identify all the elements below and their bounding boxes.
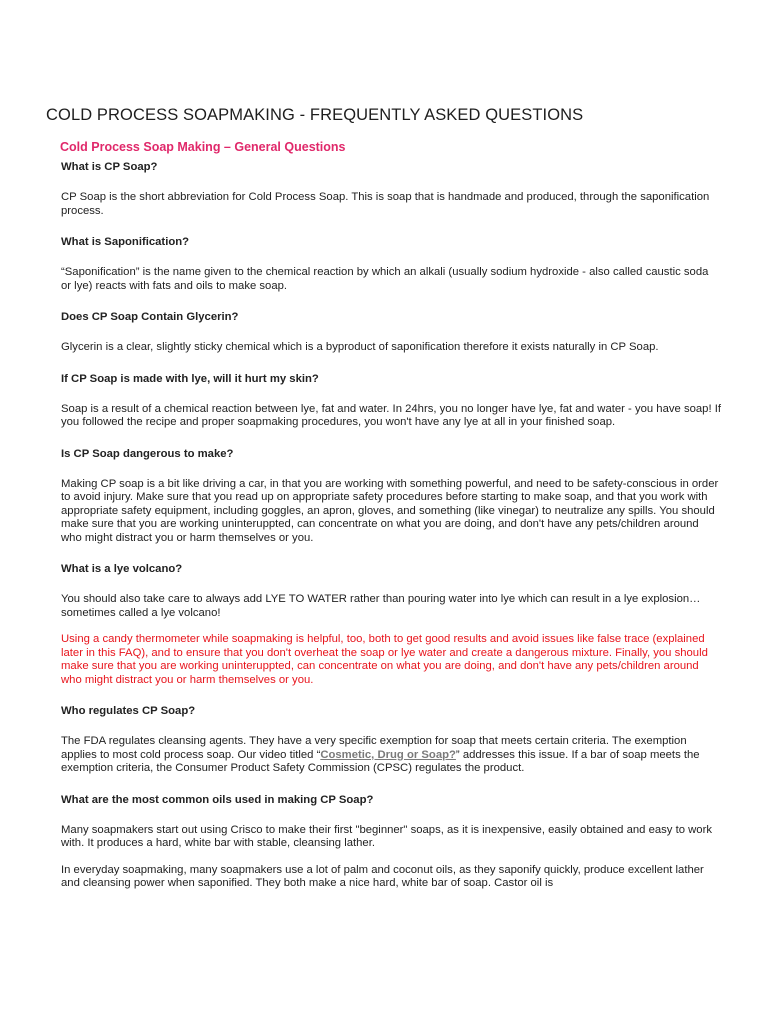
document-title: COLD PROCESS SOAPMAKING - FREQUENTLY ASKED QUESTIONS bbox=[46, 106, 584, 124]
video-link[interactable]: Cosmetic, Drug or Soap? bbox=[320, 748, 456, 761]
faq-answer: You should also take care to always add LYE TO WATER rather than pouring water into lye which can result in a lye explosion…sometimes called a lye volcano! bbox=[61, 593, 701, 619]
faq-question: What is Saponification? bbox=[61, 236, 190, 248]
faq-question: What is a lye volcano? bbox=[61, 563, 183, 575]
faq-content bbox=[61, 160, 721, 891]
faq-question: What is CP Soap? bbox=[61, 161, 158, 173]
faq-answer bbox=[61, 735, 721, 776]
faq-safety-note: Using a candy thermometer while soapmaking is helpful, too, both to get good results and avoid issues like false trace (explained later in this FAQ), and to ensure that you don't overheat the soap or lye water and create a dangerous mixture. Finally, you should make sure that you are working uninteruppted, can concentrate on what you are doing, and don't have any pets/children around who might distract you or harm themselves or you. bbox=[61, 633, 708, 686]
faq-answer: Making CP soap is a bit like driving a car, in that you are working with something powerful, and need to be safety-conscious in order to avoid injury. Make sure that you read up on appropriate safety procedures before starting to make soap, and that you work with appropriate safety equipment, including goggles, an apron, gloves, and something (like vinegar) to neutralize any spills. You should make sure that you are working uninteruppted, can concentrate on what you are doing, and don't have any pets/children around who might distract you or harm themselves or you. bbox=[61, 477, 719, 544]
faq-answer: “Saponification” is the name given to the chemical reaction by which an alkali (usually sodium hydroxide - also called caustic soda or lye) reacts with fats and oils to make soap. bbox=[61, 266, 709, 292]
faq-answer: Soap is a result of a chemical reaction between lye, fat and water. In 24hrs, you no longer have lye, fat and water - you have soap! If you followed the recipe and proper soapmaking procedures, you won't have any lye at all in your finished soap. bbox=[61, 402, 721, 428]
faq-question: Does CP Soap Contain Glycerin? bbox=[61, 311, 239, 323]
faq-question: Who regulates CP Soap? bbox=[61, 705, 196, 717]
answer-text: The FDA regulates cleansing agents. They have a very specific exemption for soap that meets certain criteria. The exemption applies to most cold process soap. Our video titled “ bbox=[61, 735, 687, 761]
section-heading: Cold Process Soap Making – General Questions bbox=[60, 140, 346, 154]
faq-answer: CP Soap is the short abbreviation for Cold Process Soap. This is soap that is handmade and produced, through the saponification process. bbox=[61, 191, 710, 217]
faq-question: If CP Soap is made with lye, will it hurt my skin? bbox=[61, 372, 319, 385]
faq-question: Is CP Soap dangerous to make? bbox=[61, 447, 234, 460]
faq-answer: Glycerin is a clear, slightly sticky chemical which is a byproduct of saponification therefore it exists naturally in CP Soap. bbox=[61, 341, 659, 353]
faq-answer: Many soapmakers start out using Crisco to make their first "beginner" soaps, as it is inexpensive, easily obtained and easy to work with. It produces a hard, white bar with stable, cleansing lather. bbox=[61, 823, 712, 849]
answer-text: ” addresses this issue. If a bar of soap meets the exemption criteria, the Consumer Product Safety Commission (CPSC) regulates the product. bbox=[61, 748, 700, 774]
faq-answer: In everyday soapmaking, many soapmakers use a lot of palm and coconut oils, as they saponify quickly, produce excellent lather and cleansing power when saponified. They both make a nice hard, white bar of soap. Castor oil is bbox=[61, 863, 704, 889]
faq-question: What are the most common oils used in making CP Soap? bbox=[61, 793, 374, 806]
